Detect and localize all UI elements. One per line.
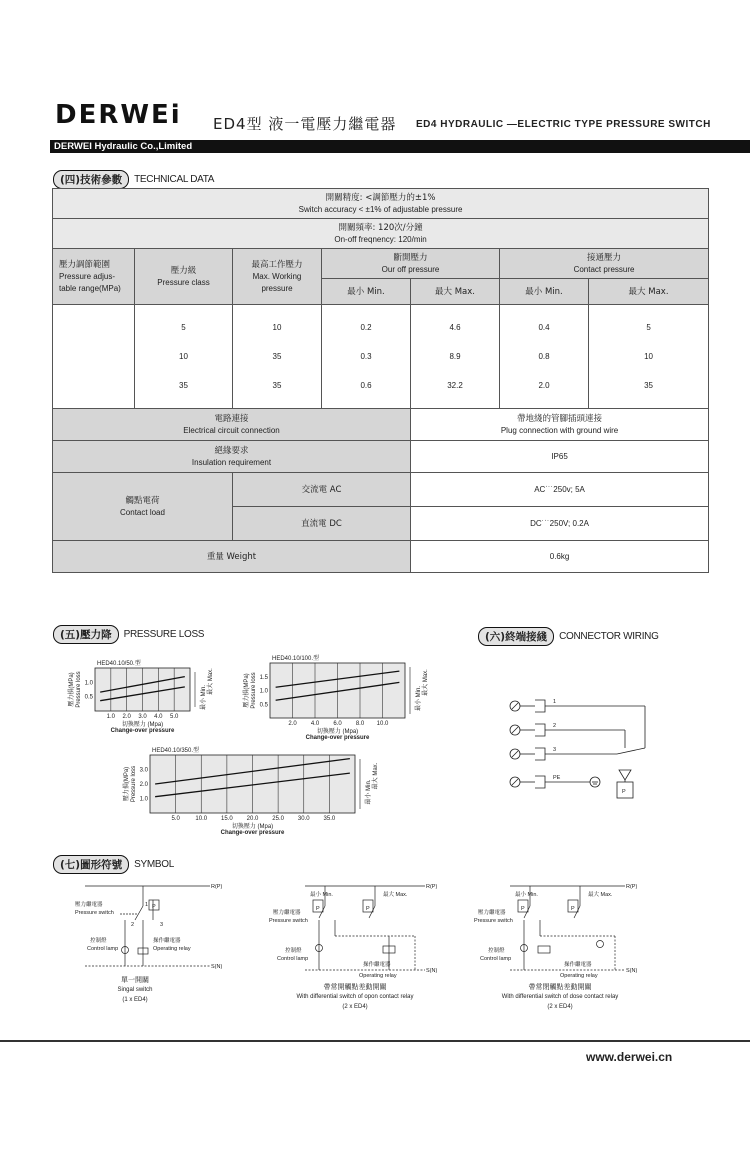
chart2-ytick: 1.0 [259, 688, 268, 695]
maxwork-en1: Max. Working [252, 271, 302, 281]
symbol3-min-label: 最小 Min. [515, 892, 538, 898]
weight-value: 0.6kg [411, 541, 709, 573]
terminal-3 [510, 748, 645, 760]
dc-value: DC˙˙˙250V; 0.2A [411, 507, 709, 541]
symbol2-max-label: 最大 Max. [383, 892, 408, 898]
chart2-right-max: 最大 Max. [423, 669, 429, 696]
symbol1-node-3: 3 [160, 922, 164, 928]
pin-2-label: 2 [553, 723, 557, 729]
symbol1-caption-n: (1 x ED4) [122, 997, 148, 1003]
class-value-3: 35 [179, 381, 188, 390]
chart3-xtick: 5.0 [171, 816, 180, 822]
chart2-xtick: 2.0 [288, 721, 297, 727]
chart1-xtick: 1.0 [106, 714, 116, 720]
chart3-xlabel-en: Change-over pressure [220, 830, 285, 836]
section-pressure-loss-cn: (五)壓力降 [53, 625, 119, 644]
maxwork-en2: pressure [261, 283, 293, 293]
brand-logo: DERWEi [55, 100, 182, 130]
symbol1-switch-cn: 壓力繼電器 [75, 902, 103, 908]
pin-3-label: 3 [553, 747, 557, 753]
symbol1-node-2: 2 [131, 922, 135, 928]
chart2-xlabel-cn: 切換壓力 (Mpa) [316, 729, 359, 735]
chart3-xtick: 20.0 [246, 816, 259, 822]
off-max-value-1: 4.6 [449, 323, 461, 332]
symbol3-relay-cn: 操作繼電器 [564, 962, 592, 968]
symbol2-caption-en: With differential switch of opon contact relay [296, 994, 414, 1000]
circuit-en: Electrical circuit connection [183, 425, 280, 435]
class-en: Pressure class [157, 277, 210, 287]
symbol1-relay-cn: 操作繼電器 [153, 938, 181, 944]
insulation-en: Insulation requirement [191, 457, 272, 467]
chart1-xlabel-cn: 切換壓力 (Mpa) [121, 722, 164, 728]
company-bar: DERWEI Hydraulic Co.,Limited [50, 140, 750, 153]
ac-value: AC˙˙˙250v; 5A [411, 473, 709, 507]
symbol3-caption-n: (2 x ED4) [547, 1004, 573, 1010]
chart2-xtick: 6.0 [333, 721, 342, 727]
symbol2-top-label: R(P) [426, 884, 438, 890]
symbol3-p-label-1: P [521, 906, 525, 912]
chart3-xtick: 25.0 [272, 816, 284, 822]
chart3-ylabel-en: Pressure loss [131, 765, 137, 803]
chart2-ylabel-en: Pressure loss [251, 672, 257, 709]
chart1-ylabel-en: Pressure loss [76, 671, 82, 708]
symbol2-min-label: 最小 Min. [310, 892, 333, 898]
circuit-cn: 電路連接 [214, 413, 249, 424]
symbol2-lamp-cn: 控制燈 [285, 948, 302, 954]
chart2-title: HED40.10/100.型 [272, 656, 320, 662]
maxwork-value-3: 35 [272, 381, 282, 390]
symbol3-lamp-cn: 控制燈 [488, 948, 505, 954]
off-max-header: 最大 Max. [411, 279, 500, 305]
section-symbol-cn: (七)圖形符號 [53, 855, 129, 874]
on-max-header: 最大 Max. [589, 279, 709, 305]
symbol2-relay-en: Operating relay [359, 973, 397, 979]
symbol3-max-label: 最大 Max. [588, 892, 613, 898]
insulation-cn: 絕緣要求 [214, 445, 249, 456]
off-min-value-2: 0.3 [360, 352, 372, 361]
symbol1-p-label: P [152, 904, 156, 910]
symbol1-node-1: 1 [145, 902, 149, 908]
insulation-value: IP65 [411, 441, 709, 473]
off-min-value-1: 0.2 [360, 323, 372, 332]
off-max-value-2: 8.9 [449, 352, 461, 361]
chart2-ytick: 1.5 [259, 674, 268, 681]
symbol2-p-label-2: P [366, 906, 370, 912]
symbol1-lamp-en: Control lamp [87, 946, 119, 952]
load-en: Contact load [120, 507, 165, 517]
chart1-right-min: 最小 Min. [201, 684, 207, 711]
chart2-xtick: 4.0 [310, 721, 320, 727]
chart1-xlabel-en: Change-over pressure [110, 728, 175, 734]
chart1-right-max: 最大 Max. [208, 668, 214, 695]
chart2-xtick: 8.0 [355, 721, 365, 727]
connector-wiring-diagram [495, 690, 665, 810]
range-en1: Pressure adjus- [59, 271, 116, 281]
contact-cn: 接通壓力 [587, 252, 622, 263]
p-box-label: P [622, 789, 626, 795]
class-value-2: 10 [179, 352, 188, 361]
range-en2: table range(MPa) [59, 283, 121, 293]
symbol2-caption [270, 982, 440, 1012]
pin-1-label: 1 [553, 699, 557, 705]
pin-pe-label: PE [553, 775, 561, 781]
chart3-title: HED40.10/350.型 [152, 748, 200, 754]
symbol2-switch-en: Pressure switch [269, 918, 308, 924]
title-english: ED4 HYDRAULIC —ELECTRIC TYPE PRESSURE SWITCH [416, 119, 711, 130]
chart3-xlabel-cn: 切換壓力 (Mpa) [231, 824, 274, 830]
chart3-right-min: 最小 Min. [366, 779, 372, 805]
website-link[interactable]: www.derwei.cn [586, 1050, 673, 1064]
circuit-val-cn: 帶地綫的管腳插頭連接 [517, 413, 603, 424]
chart2-ytick: 0.5 [259, 702, 268, 709]
off-max-value-3: 32.2 [447, 381, 463, 390]
chart1-ytick: 0.5 [84, 694, 93, 701]
frequency-en: On-off freqnency: 120/min [334, 234, 427, 244]
symbol2-p-label-1: P [316, 906, 320, 912]
section-symbol-en: SYMBOL [134, 859, 174, 870]
chart3-ytick: 3.0 [139, 767, 148, 774]
chart2-xtick: 10.0 [376, 721, 389, 727]
chart2-ylabel-cn: 壓力損(MPa) [244, 673, 250, 708]
pressure-port-icon [619, 770, 631, 780]
section-pressure-loss-en: PRESSURE LOSS [123, 629, 205, 640]
section-technical-cn: (四)技術參數 [53, 170, 129, 189]
symbol2-lamp-en: Control lamp [277, 956, 309, 962]
chart2-xlabel-en: Change-over pressure [305, 735, 370, 741]
title-chinese: ED4型 液一電壓力繼電器 [213, 115, 397, 133]
class-value-1: 5 [181, 323, 186, 332]
maxwork-value-1: 10 [272, 323, 282, 332]
frequency-cn: 開關頻率: 120次/分鐘 [338, 222, 423, 233]
ac-label: 交流電 AC [233, 473, 411, 507]
symbol-single-switch [75, 880, 235, 980]
chart1-title: HED40.10/50.型 [97, 661, 141, 667]
on-max-value-2: 10 [644, 352, 653, 361]
maxwork-cn: 最高工作壓力 [251, 259, 303, 270]
symbol1-caption [100, 975, 170, 1005]
accuracy-en: Switch accuracy < ±1% of adjustable pressure [298, 204, 463, 214]
symbol2-relay-cn: 操作繼電器 [363, 962, 391, 968]
maxwork-value-2: 35 [272, 352, 282, 361]
class-cn: 壓力級 [170, 265, 197, 276]
chart2-right-min: 最小 Min. [416, 685, 422, 712]
chart3-xtick: 15.0 [221, 816, 233, 822]
chart3-xtick: 10.0 [195, 816, 208, 822]
off-min-header: 最小 Min. [322, 279, 411, 305]
on-min-value-2: 0.8 [538, 352, 550, 361]
chart1-xtick: 2.0 [122, 714, 131, 720]
dc-label: 直流電 DC [233, 507, 411, 541]
footer-rule [0, 1040, 750, 1042]
symbol3-caption [475, 982, 645, 1012]
on-max-value-1: 5 [646, 323, 651, 332]
off-cn: 斷開壓力 [393, 252, 428, 263]
off-en: Our off pressure [381, 264, 440, 274]
load-cn: 觸點電荷 [125, 495, 160, 506]
symbol1-caption-cn: 單一開關 [121, 976, 149, 984]
section-connector-en: CONNECTOR WIRING [559, 631, 659, 642]
weight-label: 重量 Weight [53, 541, 411, 573]
symbol1-switch-en: Pressure switch [75, 910, 114, 916]
on-min-value-1: 0.4 [538, 323, 550, 332]
chart1-xtick: 4.0 [154, 714, 163, 720]
symbol3-bottom-label: S(N) [626, 968, 638, 974]
symbol2-caption-n: (2 x ED4) [342, 1004, 368, 1010]
symbol1-relay-en: Operating relay [153, 946, 191, 952]
chart3-ytick: 1.0 [139, 796, 148, 803]
symbol3-switch-en: Pressure switch [474, 918, 513, 924]
section-technical-en: TECHNICAL DATA [134, 174, 215, 185]
range-cn: 壓力調節範圍 [59, 259, 111, 270]
on-max-value-3: 35 [644, 381, 653, 390]
symbol3-top-label: R(P) [626, 884, 638, 890]
chart1-xtick: 3.0 [138, 714, 147, 720]
chart3-ylabel-cn: 壓力損(MPa) [124, 766, 130, 802]
on-min-header: 最小 Min. [500, 279, 589, 305]
symbol3-relay-en: Operating relay [560, 973, 598, 979]
symbol1-lamp-cn: 控制燈 [90, 938, 107, 944]
symbol3-switch-cn: 壓力繼電器 [478, 910, 506, 916]
chart3-xtick: 30.0 [297, 816, 310, 822]
symbol3-caption-cn: 帶常閉觸點差動開關 [528, 983, 592, 991]
chart1-ytick: 1.0 [84, 680, 93, 687]
symbol1-bottom-label: S(N) [211, 964, 223, 970]
symbol2-bottom-label: S(N) [426, 968, 438, 974]
symbol3-p-label-2: P [571, 906, 575, 912]
chart3-right-max: 最大 Max. [373, 762, 379, 790]
section-connector-cn: (六)終端接綫 [478, 627, 554, 646]
symbol-close-contact [470, 880, 645, 980]
chart1-ylabel-cn: 壓力損(MPa) [69, 672, 75, 707]
contact-en: Contact pressure [573, 264, 635, 274]
circuit-val-en: Plug connection with ground wire [500, 425, 619, 435]
symbol1-caption-en: Singal switch [117, 987, 153, 993]
off-min-value-3: 0.6 [360, 381, 372, 390]
section-symbol [53, 855, 174, 874]
on-min-value-3: 2.0 [538, 381, 550, 390]
symbol-open-contact [265, 880, 440, 980]
chart3-ytick: 2.0 [139, 782, 148, 788]
symbol2-switch-cn: 壓力繼電器 [273, 910, 301, 916]
accuracy-cn: 開關精度: <調節壓力的±1% [325, 192, 436, 203]
chart1-xtick: 5.0 [169, 714, 179, 720]
symbol1-top-label: R(P) [211, 884, 223, 890]
symbol2-caption-cn: 帶常開觸點差動開關 [323, 983, 387, 991]
terminal-2 [510, 724, 625, 748]
symbol3-caption-en: With differential switch of dose contact relay [501, 994, 619, 1000]
chart3-xtick: 35.0 [323, 816, 336, 822]
symbol3-lamp-en: Control lamp [480, 956, 512, 962]
